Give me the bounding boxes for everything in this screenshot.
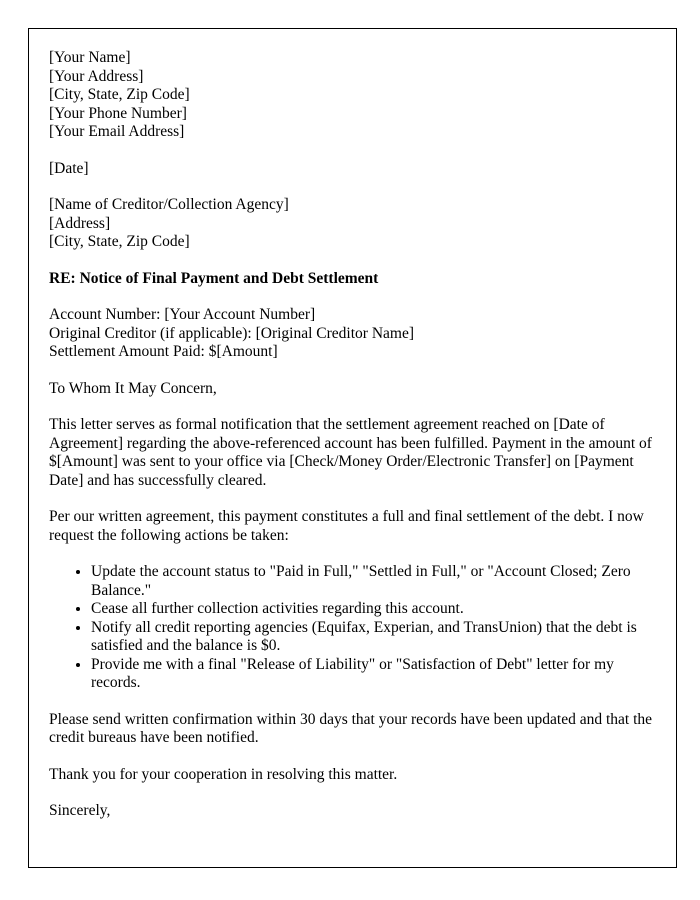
sender-phone: [Your Phone Number] — [49, 104, 187, 122]
letter-page — [28, 28, 677, 868]
salutation: To Whom It May Concern, — [49, 379, 217, 397]
paragraph-agreement: Per our written agreement, this payment constitutes a full and final settlement of the debt. I now request the following actions be taken: — [49, 508, 644, 544]
request-list — [49, 563, 656, 693]
sender-email: [Your Email Address] — [49, 123, 185, 140]
letter-date: [Date] — [49, 159, 89, 177]
paragraph-thanks: Thank you for your cooperation in resolving this matter. — [49, 765, 398, 783]
closing: Sincerely, — [49, 802, 111, 819]
request-item-release-letter: • Provide me with a final "Release of Liability" or "Satisfaction of Debt" letter for my records. — [91, 656, 656, 693]
sender-name: [Your Name] — [49, 49, 131, 66]
recipient-city-state-zip: [City, State, Zip Code] — [49, 233, 190, 250]
paragraph-notification: This letter serves as formal notification that the settlement agreement reached on [Date of Agreement] regarding the above-referenced account has been fulfilled. Payment in the amount of $[Amount] was sent to your office via [Check/Money Order/Electronic Transfer] on [Payment Date] and has successfully cleared. — [49, 416, 652, 489]
recipient-address: [Address] — [49, 214, 111, 232]
original-creditor-line: Original Creditor (if applicable): [Original Creditor Name] — [49, 324, 414, 342]
sender-city-state-zip: [City, State, Zip Code] — [49, 86, 190, 103]
recipient-address-block — [49, 196, 656, 252]
request-item-notify-bureaus: • Notify all credit reporting agencies (Equifax, Experian, and TransUnion) that the debt is satisfied and the balance is $0. — [91, 619, 656, 656]
sender-address: [Your Address] — [49, 67, 144, 85]
request-item-cease-collection: • Cease all further collection activities regarding this account. — [91, 600, 656, 619]
account-details-block — [49, 306, 656, 362]
recipient-name: [Name of Creditor/Collection Agency] — [49, 196, 289, 213]
sender-address-block — [49, 49, 656, 142]
account-number-line: Account Number: [Your Account Number] — [49, 306, 316, 323]
subject-line: RE: Notice of Final Payment and Debt Settlement — [49, 269, 379, 287]
request-item-account-status: • Update the account status to "Paid in Full," "Settled in Full," or "Account Closed; Zero Balance." — [91, 563, 656, 600]
settlement-amount-line: Settlement Amount Paid: $[Amount] — [49, 343, 278, 360]
paragraph-confirmation: Please send written confirmation within 30 days that your records have been updated and that the credit bureaus have been notified. — [49, 710, 653, 746]
date-block — [49, 160, 656, 179]
